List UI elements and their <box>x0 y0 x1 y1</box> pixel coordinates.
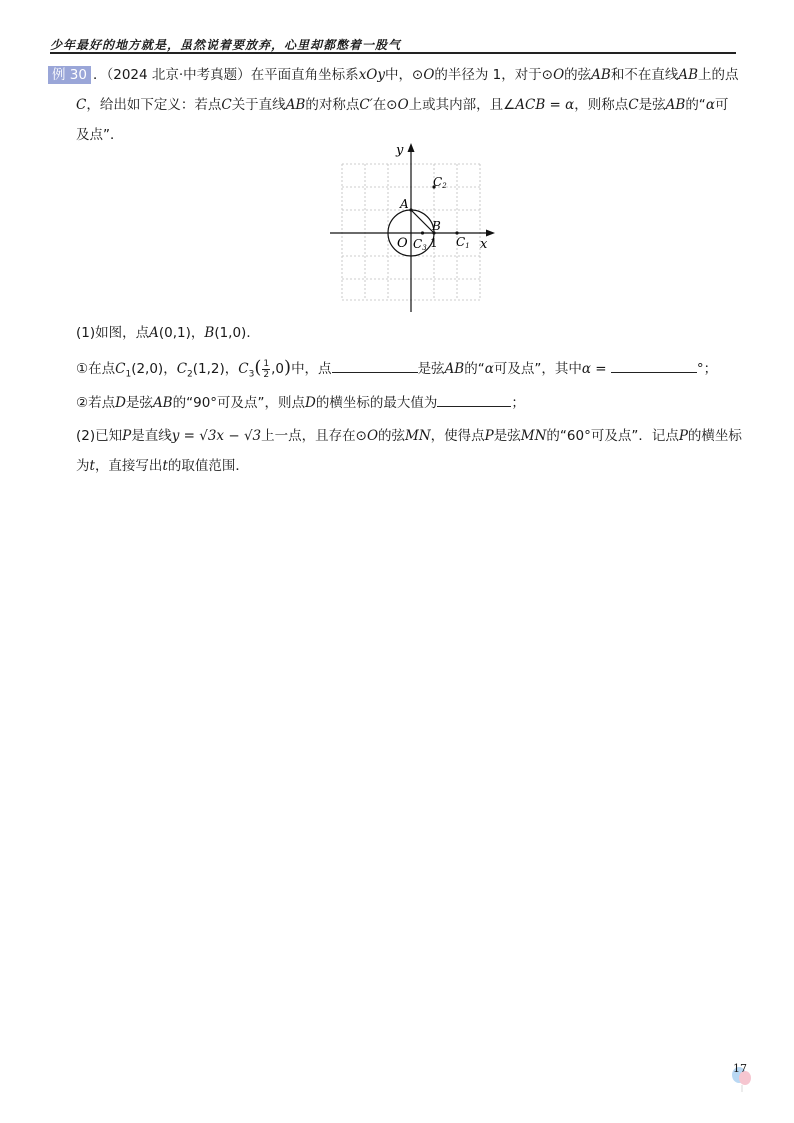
part1-question1: ①在点$C_1(2,0)$，$C_2(1,2)$，$C_3$( $\frac{1}{2}$ ,0)中，点 是弦AB的“α可及点”，其中α = °； <box>76 357 718 380</box>
part1-intro: (1)如图，点A(0,1)，B(1,0)． <box>76 325 260 341</box>
y-axis-arrow <box>408 143 415 152</box>
b-label: B <box>432 219 441 233</box>
point-c3 <box>421 231 424 234</box>
origin-label: O <box>397 236 408 251</box>
problem-statement: 例 30 ．（2024 北京·中考真题）在平面直角坐标系xOy中，⊙O的半径为 1，对于⊙O的弦AB和不在直线AB上的点 C，给出如下定义：若点C关于直线AB的对称点C′在⊙O上或其内部，且∠ACB = α，则称点C是弦AB的“α可 及点”． <box>76 60 742 150</box>
x-axis-arrow <box>486 230 495 237</box>
line-equation: y = √3x − √3 <box>171 428 262 444</box>
c3-label: C3 <box>413 237 427 252</box>
c1-label: C1 <box>456 235 470 250</box>
example-tag: 例 30 <box>48 66 91 84</box>
y-label: y <box>396 143 404 158</box>
answer-blank-max-x[interactable] <box>437 392 511 407</box>
a-label: A <box>400 197 409 211</box>
coordinate-figure <box>320 140 500 320</box>
header-motto: 少年最好的地方就是，虽然说着要放弃，心里却都憋着一股气 <box>50 38 402 52</box>
point-a <box>409 208 412 211</box>
header-rule <box>50 52 736 54</box>
problem-source: ．（2024 北京·中考真题） <box>92 67 251 83</box>
x-label: x <box>480 237 488 252</box>
answer-blank-points[interactable] <box>332 358 418 373</box>
part1-question2: ②若点D是弦AB的“90°可及点”，则点D的横坐标的最大值为 ； <box>76 388 746 418</box>
fraction-one-half: $\frac{1}{2}$ <box>263 358 270 380</box>
page-number: 17 <box>733 1062 747 1075</box>
part2-question: (2)已知P是直线y = √3x − √3上一点，且存在⊙O的弦MN，使得点P是弦MN的“60°可及点”．记点P的横坐标 为t，直接写出t的取值范围． <box>76 428 742 474</box>
answer-blank-alpha[interactable] <box>611 358 697 373</box>
c2-label: C2 <box>433 175 447 190</box>
tick-one-label: 1 <box>430 236 438 250</box>
